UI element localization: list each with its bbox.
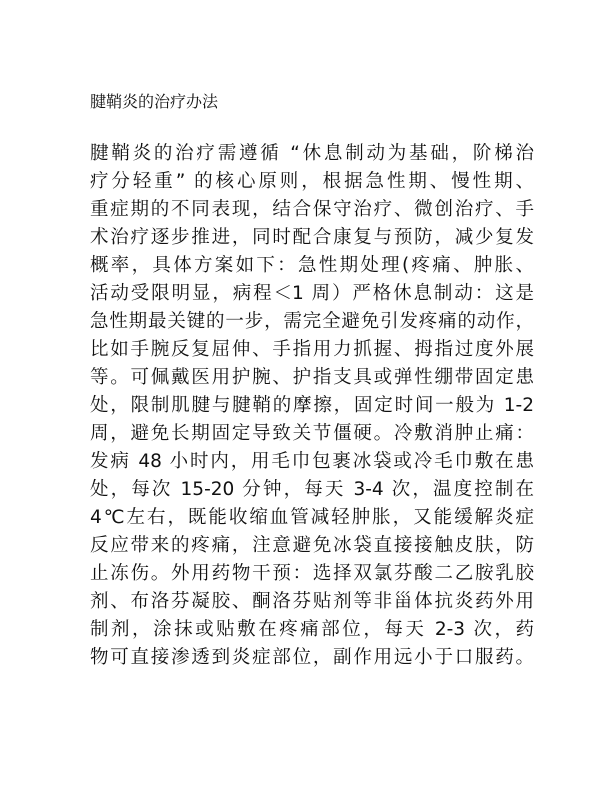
body-line: 腱鞘炎的治疗需遵循 “休息制动为基础，阶梯治 bbox=[90, 143, 534, 164]
document-body bbox=[90, 140, 534, 672]
body-line: 处，每次 15-20 分钟，每天 3-4 次，温度控制在 bbox=[90, 479, 534, 500]
body-line: 止冻伤。外用药物干预：选择双氯芬酸二乙胺乳胶 bbox=[90, 563, 534, 584]
body-line: 发病 48 小时内，用毛巾包裹冰袋或冷毛巾敷在患 bbox=[90, 451, 534, 472]
body-line: 处，限制肌腱与腱鞘的摩擦，固定时间一般为 1-2 bbox=[90, 395, 534, 416]
document-title: 腱鞘炎的治疗办法 bbox=[90, 92, 219, 111]
body-line: 比如手腕反复屈伸、手指用力抓握、拇指过度外展 bbox=[90, 339, 534, 360]
body-line: 活动受限明显，病程＜1 周）严格休息制动：这是 bbox=[90, 283, 534, 304]
body-line: 周，避免长期固定导致关节僵硬。冷敷消肿止痛： bbox=[90, 423, 534, 444]
body-line: 术治疗逐步推进，同时配合康复与预防，减少复发 bbox=[90, 227, 534, 248]
body-line: 反应带来的疼痛，注意避免冰袋直接接触皮肤，防 bbox=[90, 535, 534, 556]
body-line: 物可直接渗透到炎症部位，副作用远小于口服药。 bbox=[90, 647, 534, 668]
body-line: 等。可佩戴医用护腕、护指支具或弹性绷带固定患 bbox=[90, 367, 534, 388]
body-line: 剂、布洛芬凝胶、酮洛芬贴剂等非甾体抗炎药外用 bbox=[90, 591, 534, 612]
body-line: 4℃左右，既能收缩血管减轻肿胀，又能缓解炎症 bbox=[90, 507, 534, 528]
body-line: 概率，具体方案如下：急性期处理(疼痛、肿胀、 bbox=[90, 255, 534, 276]
body-line: 疗分轻重” 的核心原则，根据急性期、慢性期、 bbox=[90, 171, 534, 192]
body-line: 制剂，涂抹或贴敷在疼痛部位，每天 2-3 次，药 bbox=[90, 619, 534, 640]
body-line: 急性期最关键的一步，需完全避免引发疼痛的动作， bbox=[90, 311, 534, 332]
body-line: 重症期的不同表现，结合保守治疗、微创治疗、手 bbox=[90, 199, 534, 220]
